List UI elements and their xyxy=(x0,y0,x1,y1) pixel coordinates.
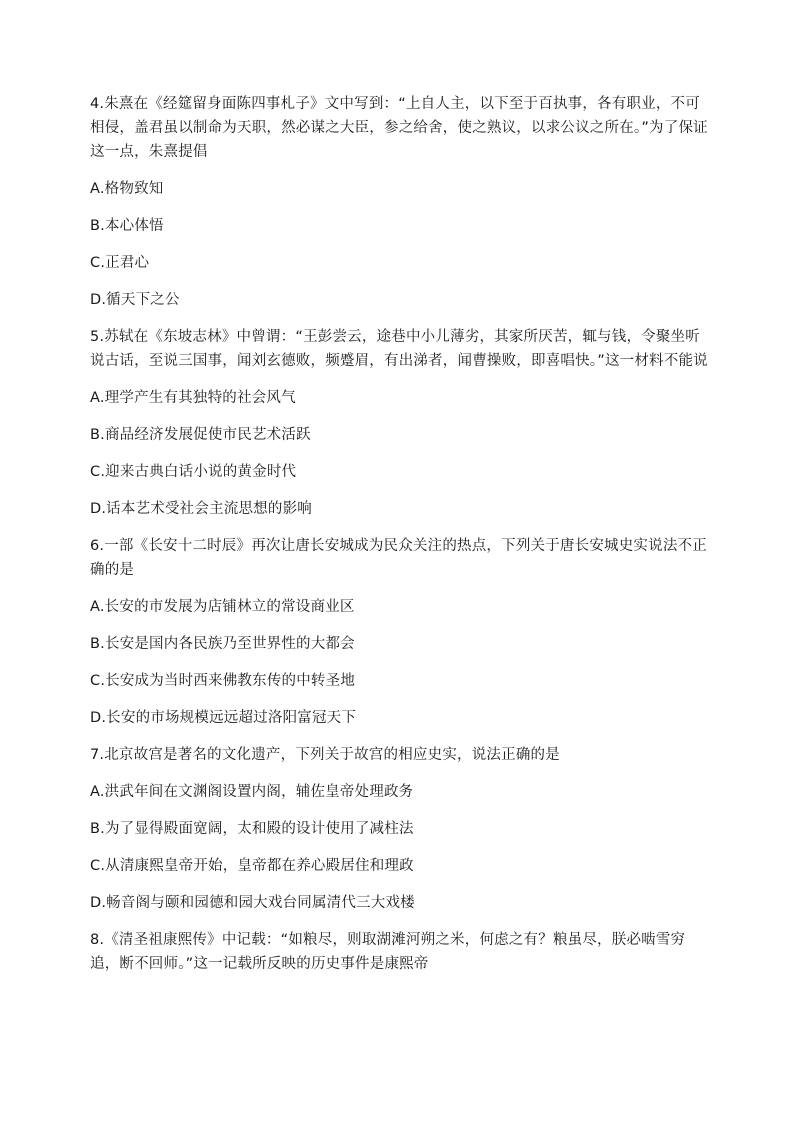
question-7 xyxy=(90,743,710,915)
option-a: A.格物致知 xyxy=(90,181,164,197)
question-stem: 4.朱熹在《经筵留身面陈四事札子》文中写到：“上自人主，以下至于百执事，各有职业，不可相侵，盖君虽以制命为天职，然必谋之大臣，参之给舍，使之熟议，以求公议之所在。”为了保证这一点，朱熹提倡 xyxy=(90,96,708,160)
option-d: D.长安的市场规模远远超过洛阳富冠天下 xyxy=(90,710,357,726)
question-4 xyxy=(90,92,710,312)
question-5 xyxy=(90,325,710,521)
option-c: C.从清康熙皇帝开始，皇帝都在养心殿居住和理政 xyxy=(90,858,414,874)
option-b: B.为了显得殿面宽阔，太和殿的设计使用了减柱法 xyxy=(90,821,414,837)
question-8 xyxy=(90,928,710,976)
option-b: B.长安是国内各民族乃至世界性的大都会 xyxy=(90,636,355,652)
option-b: B.商品经济发展促使市民艺术活跃 xyxy=(90,427,311,443)
question-stem: 6.一部《长安十二时辰》再次让唐长安城成为民众关注的热点，下列关于唐长安城史实说法不正确的是 xyxy=(90,538,707,578)
question-6 xyxy=(90,534,710,730)
option-c: C.长安成为当时西来佛教东传的中转圣地 xyxy=(90,673,356,689)
option-a: A.洪武年间在文渊阁设置内阁，辅佐皇帝处理政务 xyxy=(90,784,414,800)
option-c: C.迎来古典白话小说的黄金时代 xyxy=(90,464,297,480)
option-c: C.正君心 xyxy=(90,255,150,271)
question-stem: 7.北京故宫是著名的文化遗产，下列关于故宫的相应史实，说法正确的是 xyxy=(90,747,560,763)
option-a: A.长安的市发展为店铺林立的常设商业区 xyxy=(90,599,355,615)
option-b: B.本心体悟 xyxy=(90,218,164,234)
option-d: D.畅音阁与颐和园德和园大戏台同属清代三大戏楼 xyxy=(90,895,415,911)
question-stem: 5.苏轼在《东坡志林》中曾谓：“王彭尝云，途巷中小儿薄劣，其家所厌苦，辄与钱，令聚坐听说古话，至说三国事，闻刘玄德败，频蹙眉，有出涕者，闻曹操败，即喜唱快。”这一材料不能说 xyxy=(90,329,708,369)
document-page xyxy=(90,92,710,989)
option-d: D.循天下之公 xyxy=(90,292,180,308)
option-a: A.理学产生有其独特的社会风气 xyxy=(90,390,296,406)
question-stem: 8.《清圣祖康熙传》中记载：“如粮尽，则取湖滩河朔之米，何虑之有？粮虽尽，朕必啮雪穷追，断不回师。”这一记载所反映的历史事件是康熙帝 xyxy=(90,932,686,972)
option-d: D.话本艺术受社会主流思想的影响 xyxy=(90,501,312,517)
